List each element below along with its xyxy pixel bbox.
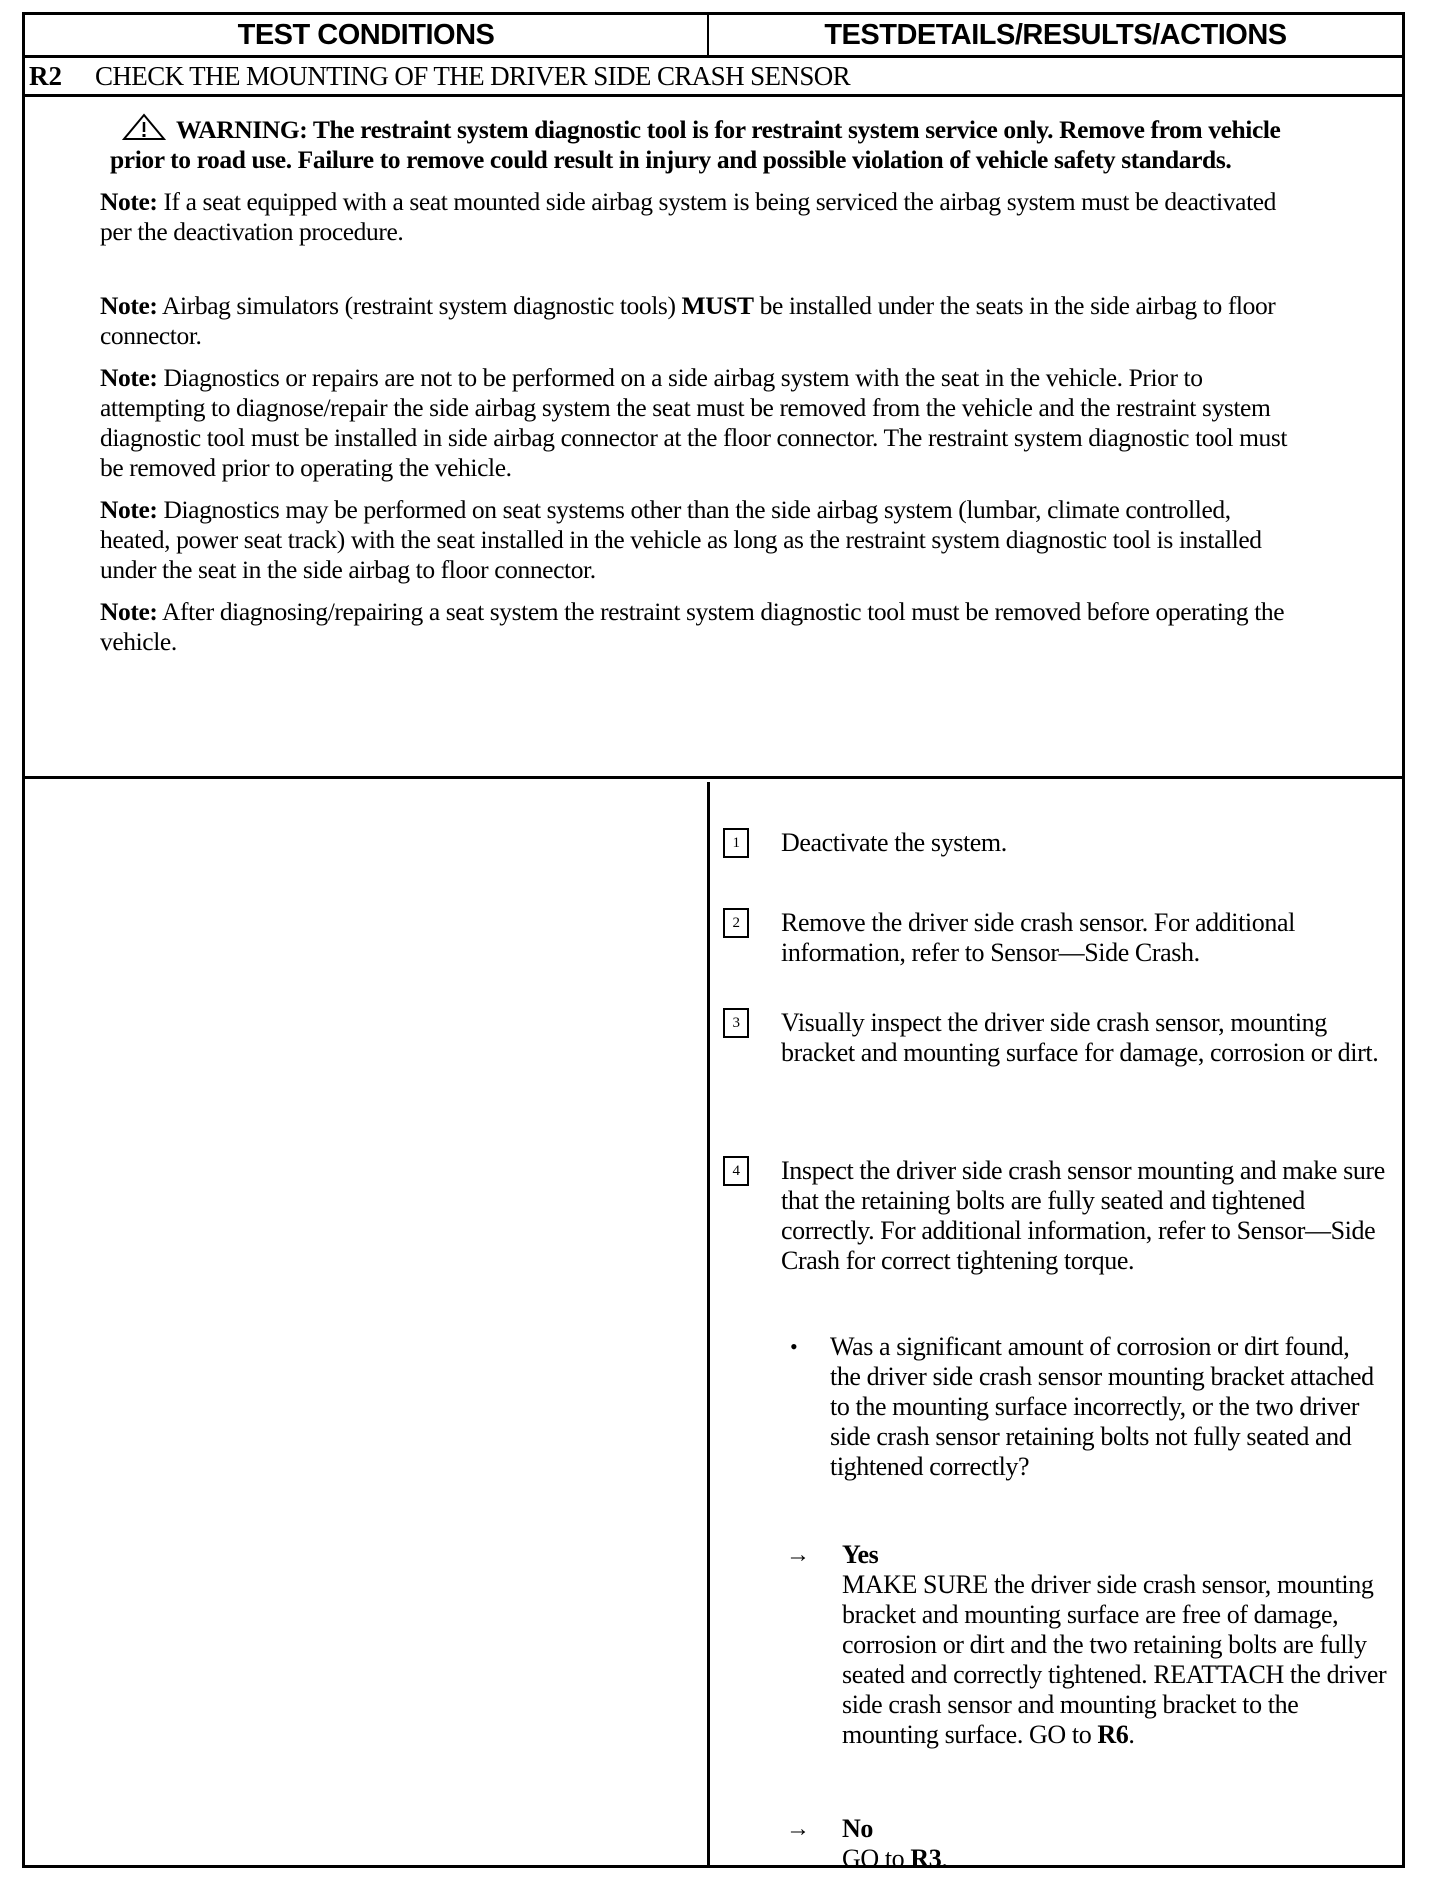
note-label: Note: (100, 597, 158, 626)
note-item (100, 597, 1302, 657)
note-item (100, 495, 1302, 585)
header-test-details: TESTDETAILS/RESULTS/ACTIONS (824, 18, 1287, 51)
step-number-box: 4 (723, 1156, 749, 1186)
note-label: Note: (100, 495, 158, 524)
answer-yes (786, 1540, 1394, 1750)
step-number-box: 1 (723, 828, 749, 858)
action-text: Remove the driver side crash sensor. For additional information, refer to Sensor—Side Crash. (781, 908, 1295, 967)
step-number-box: 3 (723, 1008, 749, 1038)
answer-suffix: . (1128, 1720, 1135, 1749)
arrow-right-icon: → (786, 1542, 810, 1568)
note-label: Note: (100, 291, 158, 320)
arrow-right-icon: → (786, 1816, 810, 1842)
step-title: CHECK THE MOUNTING OF THE DRIVER SIDE CRASH SENSOR (95, 60, 851, 91)
goto-step-link[interactable]: R3 (910, 1844, 942, 1873)
note-label: Note: (100, 363, 158, 392)
test-conditions-cell (25, 782, 710, 1865)
answer-no (786, 1814, 1394, 1874)
note-text: Airbag simulators (restraint system diagnostic tools) (162, 291, 676, 320)
bullet-icon: • (790, 1334, 798, 1359)
diagnostic-test-table (22, 12, 1405, 1873)
note-text: Diagnostics may be performed on seat systems other than the side airbag system (lumbar, climate controlled, heated, power seat track) with the seat installed in the vehicle as long as the restraint system diagnostic tool is installed under the seat in the side airbag to floor connector. (100, 495, 1262, 584)
note-emphasis: MUST (681, 291, 754, 320)
note-text: After diagnosing/repairing a seat system the restraint system diagnostic tool must be removed before operating the vehicle. (100, 597, 1285, 656)
answer-text (842, 1844, 1394, 1874)
answer-instruction: MAKE SURE the driver side crash sensor, mounting bracket and mounting surface are free of damage, corrosion or dirt and the two retaining bolts are fully seated and correctly tightened. REATTACH the driver side crash sensor and mounting bracket to the mounting surface. GO to (842, 1570, 1387, 1749)
step-code: R2 (29, 60, 62, 91)
table-header-row (25, 15, 1402, 58)
warning-triangle-icon (122, 113, 166, 141)
note-item (100, 187, 1302, 247)
note-item (100, 291, 1302, 351)
test-actions-cell (710, 782, 1402, 1873)
answer-label: Yes (842, 1540, 879, 1569)
header-test-conditions: TEST CONDITIONS (25, 15, 709, 55)
note-text: Diagnostics or repairs are not to be performed on a side airbag system with the seat in the vehicle. Prior to attempting to diagnose/repair the side airbag system the seat must be removed from the vehicle and the restraint system diagnostic tool must be installed in side airbag connector at the floor connector. The restraint system diagnostic tool must be removed prior to operating the vehicle. (100, 363, 1288, 482)
notes-section (25, 97, 1402, 779)
note-text: be installed under the seats in the side airbag to floor connector. (100, 291, 1276, 350)
step-heading-row (25, 58, 1402, 97)
note-item (100, 363, 1302, 483)
answer-label: No (842, 1814, 873, 1843)
note-label: Note: (100, 187, 158, 216)
warning-block (100, 113, 1302, 175)
action-text: Deactivate the system. (781, 828, 1007, 857)
answer-suffix: . (941, 1844, 948, 1873)
answer-text (842, 1570, 1394, 1750)
result-question (790, 1332, 1382, 1482)
question-text: Was a significant amount of corrosion or dirt found, the driver side crash sensor mounting bracket attached to the mounting surface incorrectly, or the two driver side crash sensor retaining bolts not fully seated and tightened correctly? (830, 1332, 1374, 1481)
goto-step-link[interactable]: R6 (1097, 1720, 1129, 1749)
action-text: Inspect the driver side crash sensor mounting and make sure that the retaining bolts are fully seated and tightened correctly. For additional information, refer to Sensor—Side Crash for correct tightening torque. (781, 1156, 1385, 1275)
warning-text: WARNING: The restraint system diagnostic tool is for restraint system service only. Remove from vehicle prior to road use. Failure to remove could result in injury and possible violation of vehicle safety standards. (110, 115, 1281, 174)
step-number-box: 2 (723, 908, 749, 938)
test-body (25, 782, 1402, 1873)
action-text: Visually inspect the driver side crash sensor, mounting bracket and mounting surface for damage, corrosion or dirt. (781, 1008, 1379, 1067)
answer-instruction: GO to (842, 1844, 905, 1873)
note-text: If a seat equipped with a seat mounted side airbag system is being serviced the airbag system must be deactivated per the deactivation procedure. (100, 187, 1277, 246)
